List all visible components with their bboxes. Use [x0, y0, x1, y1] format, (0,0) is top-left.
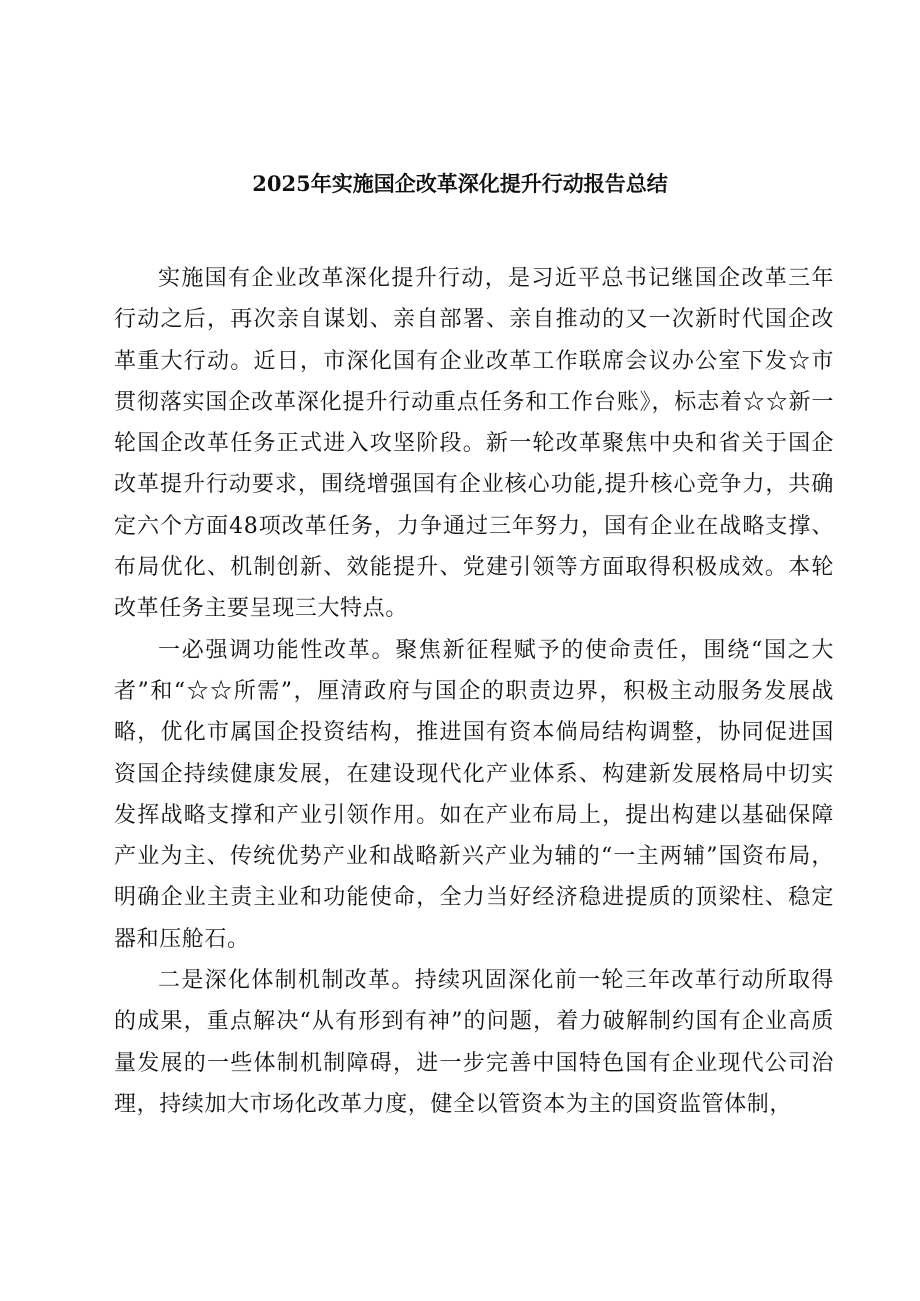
paragraph-point-two: 二是深化体制机制改革。持续巩固深化前一轮三年改革行动所取得的成果，重点解决“从有形到有神”的问题，着力破解制约国有企业高质量发展的一些体制机制障碍，进一步完善中国特色国有企业现代公司治理，持续加大市场化改革力度，健全以管资本为主的国资监管体制，: [114, 968, 834, 1117]
paragraph-intro: 实施国有企业改革深化提升行动，是习近平总书记继国企改革三年行动之后，再次亲自谋划、亲自部署、亲自推动的又一次新时代国企改革重大行动。近日，市深化国有企业改革工作联席会议办公室下发☆市贯彻落实国企改革深化提升行动重点任务和工作台账》，标志着☆☆新一轮国企改革任务正式进入攻坚阶段。新一轮改革聚焦中央和省关于国企改革提升行动要求，围绕增强国有企业核心功能,提升核心竞争力，共确定六个方面48项改革任务，力争通过三年努力，国有企业在战略支撑、布局优化、机制创新、效能提升、党建引领等方面取得积极成效。本轮改革任务主要呈现三大特点。: [114, 266, 834, 622]
document-title: 2025年实施国企改革深化提升行动报告总结: [252, 171, 668, 196]
paragraph-point-one: 一必强调功能性改革。聚焦新征程赋予的使命责任，围绕“国之大者”和“☆☆所需”，厘清政府与国企的职责边界，积极主动服务发展战略，优化市属国企投资结构，推进国有资本倘局结构调整，协同促进国资国企持续健康发展，在建设现代化产业体系、构建新发展格局中切实发挥战略支撑和产业引领作用。如在产业布局上，提出构建以基础保障产业为主、传统优势产业和战略新兴产业为辅的“一主两辅”国资布局，明确企业主责主业和功能使命，全力当好经济稳进提质的顶梁柱、稳定器和压舱石。: [114, 637, 834, 952]
document-body: [114, 258, 834, 1125]
